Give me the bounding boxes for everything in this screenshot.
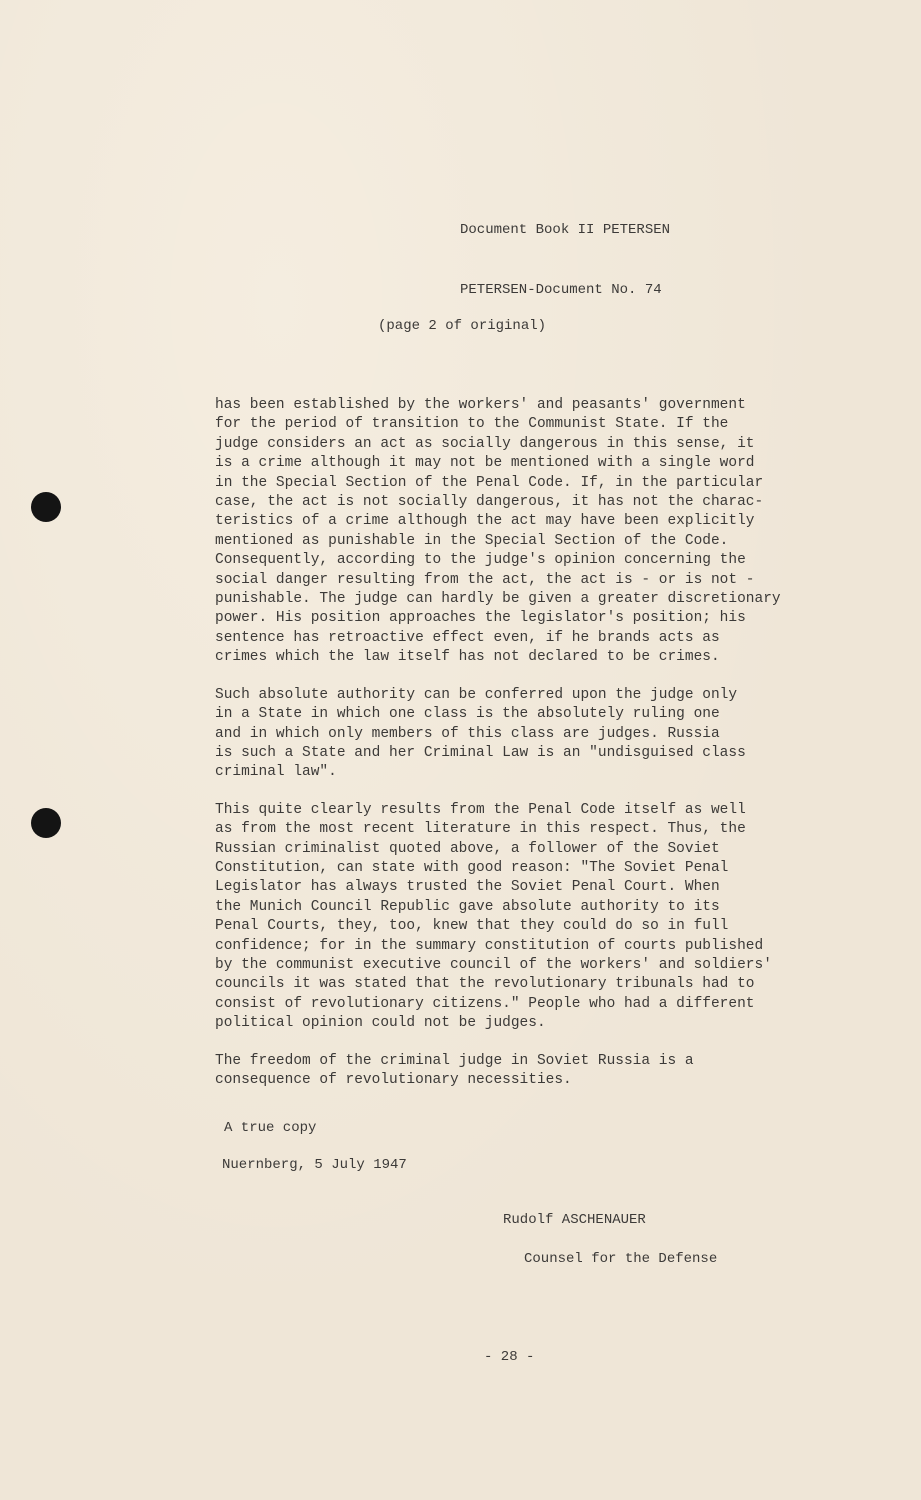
original-page-reference: (page 2 of original): [378, 318, 547, 334]
header-document-number: PETERSEN-Document No. 74: [460, 282, 662, 298]
punch-hole-bottom: [31, 808, 61, 838]
paragraph-3: This quite clearly results from the Penal Code itself as well as from the most recent literature in this respect. Thus, the Russian criminalist quoted above, a follower of the Soviet Constitution, can state with good reason: "The Soviet Penal Legislator has always trusted the Soviet Penal Court. When the Munich Council Republic gave absolute authority to its Penal Courts, they, too, knew that they could do so in full confidence; for in the summary constitution of courts published by the communist executive council of the workers' and soldiers' councils it was stated that the revolutionary tribunals had to consist of revolutionary citizens." People who had a different political opinion could not be judges.: [215, 801, 772, 1032]
paragraph-2: Such absolute authority can be conferred upon the judge only in a State in which one class is the absolutely ruling one and in which only members of this class are judges. Russia is such a State and her Criminal Law is an "undisguised class criminal law".: [215, 686, 746, 781]
punch-hole-top: [31, 492, 61, 522]
place-date: Nuernberg, 5 July 1947: [222, 1157, 407, 1173]
signature-title: Counsel for the Defense: [524, 1251, 718, 1267]
page-number: - 28 -: [484, 1349, 535, 1365]
paragraph-4: The freedom of the criminal judge in Soviet Russia is a consequence of revolutionary necessities.: [215, 1052, 694, 1088]
paragraph-1: has been established by the workers' and peasants' government for the period of transition to the Communist State. If the judge considers an act as socially dangerous in this sense, it is a crime although it may not be mentioned with a single word in the Special Section of the Penal Code. If, in the particular case, the act is not socially dangerous, it has not the charac- teristics of a crime although the act may have been explicitly mentioned as punishable in the Special Section of the Code. Consequently, according to the judge's opinion concerning the social danger resulting from the act, the act is - or is not - punishable. The judge can hardly be given a greater discretionary power. His position approaches the legislator's position; his sentence has retroactive effect even, if he brands acts as crimes which the law itself has not declared to be crimes.: [215, 397, 781, 666]
document-header: [460, 180, 670, 340]
signature-name: Rudolf ASCHENAUER: [503, 1212, 646, 1228]
header-book-line: Document Book II PETERSEN: [460, 222, 671, 238]
body-text: [215, 396, 855, 1108]
true-copy-label: A true copy: [224, 1120, 317, 1136]
